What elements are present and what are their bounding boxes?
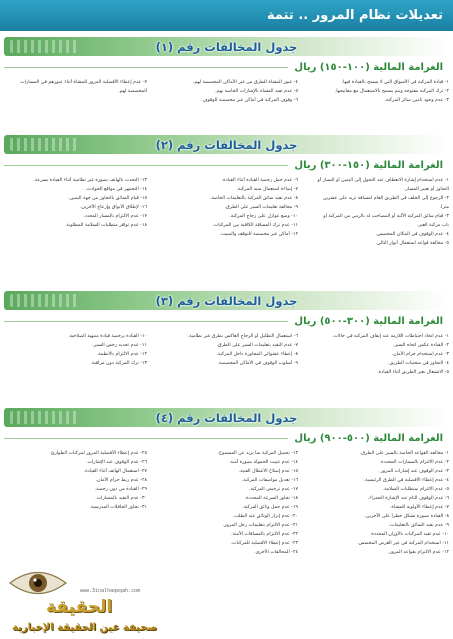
violation-item: ٧- عدم إعطاء الأولوية للمشاة. [389, 505, 449, 510]
fine-row [4, 59, 449, 76]
table-title-band [4, 37, 449, 56]
fine-amount: الغرامة المالية (١٠٠-١٥٠) ريال [294, 62, 443, 73]
violation-item: ٣- عدم وجود تأمين سائر المركبة. [384, 98, 449, 103]
table-title-band [4, 135, 449, 154]
violation-item: ٢- القيادة عكس اتجاه السير. [393, 343, 449, 348]
violation-item: ١٨- عدم توافر متطلبات السلامة المطلوبة. [64, 223, 147, 228]
violation-item: ٣١- تجاوز الحافلات المدرسية. [89, 505, 147, 510]
page-title: تعديلات نظام المرور .. تتمة [267, 8, 443, 23]
band-pattern [10, 411, 80, 424]
violation-item: ٨- عدم تقيد سائق المركبة بالتعليمات الخاصة. [209, 196, 298, 201]
violation-item: ٣- عدم الوقوف عند إشارات المرور. [379, 469, 449, 474]
fine-amount: الغرامة المالية (٥٠٠-٩٠٠) ريال [294, 433, 443, 444]
violation-item: ٤- التجاوز في منحنيات الطريق. [388, 361, 449, 366]
violations-table-4 [4, 408, 449, 558]
violation-item: ١١- عدم ترك المسافة الكافية بين المركبات. [212, 223, 298, 228]
violation-item: ٩- مخالفة تعليمات السير على الطرق. [224, 205, 298, 210]
violation-item: ١٧- عدم ترخيص المركبة. [249, 487, 298, 492]
violation-item: ١٥- قيام السائق بالتجاوز من جهة اليمين. [68, 196, 147, 201]
divider [4, 165, 288, 166]
violation-item: ١٣- ترك المركبة دون مراقبة. [90, 361, 147, 366]
site-url: www.3inalhaqeqah.com [80, 588, 141, 594]
band-pattern [10, 294, 80, 307]
column-3 [4, 177, 147, 249]
violation-item: التجاوز أو تغيير المسار. [404, 187, 449, 192]
violation-item: ١٠- القيادة برخصة قيادة منتهية الصلاحية. [67, 334, 147, 339]
violation-item: ١١- استخدام المركبة في غير الغرض المخصص. [357, 541, 449, 546]
violation-item: ٨- القيادة بصورة تشكل خطراً على الآخرين. [364, 514, 449, 519]
violations-columns [4, 177, 449, 249]
violation-item: ٦- عدم حمل رخصة القيادة أثناء القيادة. [221, 178, 298, 183]
violation-item: ٢٨- عدم ربط حزام الأمان. [95, 478, 147, 483]
violation-item: ٢٣- عدم إعطاء الأفضلية للمركبات. [230, 541, 298, 546]
column-3 [4, 333, 147, 378]
violation-item: ٣- عدم استخدام حزام الأمان. [391, 352, 449, 357]
column-1 [306, 79, 449, 106]
table-title: جدول المخالفات رقم (٤) [155, 410, 298, 425]
violation-item: ٤- عدم إعطاء الأفضلية في الطرق الرئيسية. [363, 478, 449, 483]
column-1 [306, 177, 449, 249]
violation-item: ١٣- تحميل المركبة بما يزيد عن المسموح. [217, 451, 298, 456]
violations-table-2 [4, 135, 449, 249]
violation-item: ١- قيادة المركبة في الأسواق التي لا يسمح بالقيادة فيها. [341, 80, 449, 85]
violation-item: ١٤- عدم تثبيت الحمولة بصورة آمنة. [228, 460, 298, 465]
violation-item: ١٢- عدم الالتزام بقواعد المرور. [387, 550, 449, 555]
table-title: جدول المخالفات رقم (١) [155, 39, 298, 54]
divider [4, 321, 288, 322]
violation-item: باب مركبة الغير. [417, 223, 449, 228]
violation-item: ٧- إضاءة استعمال منبه المركبة. [236, 187, 298, 192]
violation-item: ١٢- أماكن غير مخصصة للتوقف والمبيت. [219, 232, 298, 237]
violation-item: ١٦- تعديل مواصفات المركبة. [241, 478, 298, 483]
violation-item: ١٨- تجاوز السرعة المحددة. [244, 496, 298, 501]
violation-item: ٥- عدم تقيد المشاة بالإشارات الخاصة بهم. [215, 89, 298, 94]
fine-row [4, 430, 449, 447]
column-2 [155, 79, 298, 106]
violation-item: ٢٥- عدم إعطاء الأفضلية المرور لمركبات الطوارئ. [49, 451, 147, 456]
violation-item: ١٢- عدم الالتزام بالأنظمة. [96, 352, 147, 357]
violation-item: ١١- عدم تجديد رخص السير. [92, 343, 147, 348]
column-3 [4, 79, 147, 106]
table-title-band [4, 291, 449, 310]
violation-item: ١٩- عدم حمل وثائق المركبة. [242, 505, 298, 510]
column-1 [306, 450, 449, 558]
violations-columns [4, 333, 449, 378]
violation-item: ٧- عدم التقيد بتعليمات السير على الطرق. [216, 343, 298, 348]
violation-item: ٤- عبور المشاة للطرق من غير الأماكن المخصصة لهم. [192, 80, 298, 85]
violations-table-1 [4, 37, 449, 106]
divider [4, 438, 288, 439]
brand-tagline: صحيفة عين الحقيقة الإخبارية [12, 622, 157, 633]
band-pattern [10, 40, 80, 53]
violation-item: ١٦- لإطلاق الأبواق وإزعاج الآخرين. [79, 205, 147, 210]
violation-item: ٢١- عدم الالتزام بتعليمات رجل المرور. [222, 523, 298, 528]
violation-item: ٢٦- عدم الوقوف عند الإشارات. [85, 460, 147, 465]
divider [4, 67, 288, 68]
violation-item: ٦- وقوف المركبة في أماكن غير مخصصة للوقوف. [201, 98, 298, 103]
column-2 [155, 450, 298, 558]
violation-item: ١٤- التجمهر في مواقع الحوادث. [85, 187, 147, 192]
fine-amount: الغرامة المالية (٣٠٠-٥٠٠) ريال [294, 316, 443, 327]
violations-columns [4, 79, 449, 106]
violation-item: ٣- قيام سائق المركبة الآلية أو المصاحب له بالرمي من المركبة أو [323, 214, 449, 219]
column-2 [155, 333, 298, 378]
violation-item: ١٠- وضع عوازل على زجاج المركبة. [229, 214, 298, 219]
violations-table-3 [4, 291, 449, 378]
band-pattern [10, 138, 80, 151]
violation-item: ٢- الرجوع إلى الخلف في الطريق العام لمسافة تزيد على عشرين [322, 196, 449, 201]
violation-item: ٩- عدم تقيد السائق بالتعليمات. [388, 523, 449, 528]
violation-item: ٢- ترك المركبة مفتوحة ويتم يسمح بالاستعمال مع مفاتيحها. [334, 89, 449, 94]
violation-item: ٢٠- عدم إبراز الوثائق عند الطلب. [232, 514, 298, 519]
violation-item: ٢٧- استعمال الهاتف أثناء القيادة. [83, 469, 147, 474]
violation-item: ١- عدم اتخاذ احتياطات اللازمة عند إيقاف المركبة في حالات. [332, 334, 449, 339]
violation-item: متراً. [439, 205, 449, 210]
violation-item: ٧- عدم إعطاء الأفضلية المرور للمشاة أثناء عبورهم في المسارات [20, 80, 147, 85]
violation-item: ١٠- عدم تقيد المركبات بالأوزان المحددة. [369, 532, 449, 537]
violation-item: ١- مخالفة القواعد الخاصة بالسير على الطرق. [359, 451, 449, 456]
violation-item: ١٥- عدم إصلاح الأعطال الفنية. [238, 469, 298, 474]
violation-item: ٢٤- المخالفات الأخرى. [254, 550, 298, 555]
violation-item: ٦- استعمال التظليل أو الزجاج العاكس بطرق غير نظامية. [187, 334, 298, 339]
fine-row [4, 157, 449, 174]
violation-item: ٢- عدم الالتزام بالمسارات المحددة. [379, 460, 449, 465]
violation-item: ٥- عدم الالتزام بمتطلبات السلامة. [382, 487, 449, 492]
column-3 [4, 450, 147, 558]
violation-item: ٥- مخالفة قواعد استعمال أنوار التالي. [375, 241, 449, 246]
table-title: جدول المخالفات رقم (٢) [155, 137, 298, 152]
violation-item: ٤- عدم الوقوف في المكان المخصص. [375, 232, 449, 237]
violation-item: ٢٢- عدم الالتزام بالمسافات الآمنة. [231, 532, 298, 537]
violation-item: ٩- أسلوب الوقوف في الأماكن المخصصة. [217, 361, 298, 366]
table-title-band [4, 408, 449, 427]
column-1 [306, 333, 449, 378]
violation-item: ١٣- التحدث بالهاتف بصورة غير نظامية أثناء القيادة بسرعة. [33, 178, 147, 183]
fine-amount: الغرامة المالية (١٥٠-٣٠٠) ريال [294, 160, 443, 171]
violation-item: المخصصة لهم. [118, 89, 147, 94]
violation-item: ٥- الانشغال بغير الطريق أثناء القيادة. [377, 370, 449, 375]
brand-name: الحقيقة [46, 597, 113, 617]
violation-item: ٢٩- القيادة من دون رخصة. [94, 487, 147, 492]
violations-columns [4, 450, 449, 558]
watermark-logo [0, 560, 215, 639]
table-title: جدول المخالفات رقم (٣) [155, 293, 298, 308]
page-header [0, 0, 453, 31]
violation-item: ٨- إعطاء عشوائي المجاورة داخل المركبة. [216, 352, 298, 357]
violation-item: ٦- عدم الوقوف التام عند الإشارة الحمراء. [367, 496, 449, 501]
violation-item: ١- عدم استخدام إشارة الانعطاف عند التحول إلى اليمين أو اليسار أو [317, 178, 449, 183]
fine-row [4, 313, 449, 330]
column-2 [155, 177, 298, 249]
violation-item: ٣٠- عدم التقيد بالمسارات. [95, 496, 147, 501]
violation-item: ١٧- عدم الالتزام بالمسار المحدد. [83, 214, 147, 219]
eye-logo-icon [8, 566, 68, 600]
